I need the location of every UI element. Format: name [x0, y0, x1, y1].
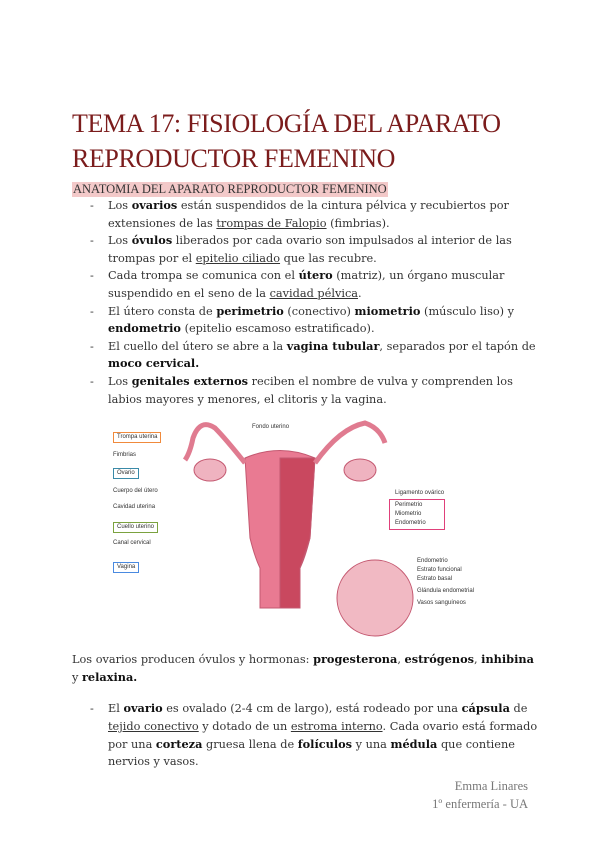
bold-text: relaxina. [81, 669, 138, 684]
figure-label: Endometrio [395, 520, 426, 527]
figure-label: Canal cervical [113, 540, 151, 547]
text: gruesa llena de [202, 737, 298, 751]
figure-label: Ovario [113, 468, 139, 479]
figure-label: Ligamento ovárico [395, 490, 445, 497]
figure-label: Estrato funcional [417, 567, 462, 574]
ovary-bullet-list [72, 700, 542, 770]
bold-text: folículos [297, 736, 353, 751]
underlined-text: tejido conectivo [108, 719, 199, 733]
figure-label: Cuello uterino [113, 522, 158, 533]
bold-text: estrógenos [404, 652, 474, 667]
bold-text: miometrio [354, 303, 421, 318]
text: Los [108, 199, 132, 212]
figure-label: Estrato basal [417, 576, 453, 583]
text: es ovalado (2-4 cm de largo), está rodeado por una [162, 702, 462, 716]
figure-label: Vagina [113, 562, 139, 573]
document-body [72, 106, 542, 771]
text: y [72, 670, 82, 684]
highlight-box [389, 499, 445, 530]
text: que las recubre. [280, 251, 377, 265]
text: (músculo liso) y [420, 304, 515, 318]
bold-text: cápsula [461, 701, 510, 716]
text: y dotado de un [198, 719, 291, 733]
figure-label: Cuerpo del útero [113, 488, 158, 495]
text: Los ovarios producen óvulos y hormonas: [72, 653, 314, 667]
uterus-illustration [185, 423, 413, 636]
text: liberados por cada ovario son impulsados al interior de las trompas por el [108, 234, 512, 265]
bold-text: útero [298, 268, 333, 283]
figure-label: Fimbrias [113, 452, 137, 459]
text: El cuello del útero se abre a la [108, 339, 287, 353]
underlined-text: epitelio ciliado [195, 251, 281, 265]
list-item [72, 373, 542, 408]
text: , [397, 653, 405, 667]
figure-label: Cavidad uterina [113, 504, 156, 511]
hormones-paragraph [72, 651, 542, 686]
figure-container [105, 418, 475, 643]
figure-label: Fondo uterino [252, 424, 290, 431]
text: (fimbrias). [326, 216, 390, 230]
bold-text: médula [390, 736, 438, 751]
figure-label: Vasos sanguíneos [417, 600, 466, 607]
bold-text: genitales externos [131, 373, 248, 388]
bold-text: inhibina [481, 652, 534, 667]
text: reciben el nombre de vulva y comprenden los labios mayores y menores, el clitoris y la vagina. [108, 374, 513, 406]
text: Cada trompa se comunica con el [108, 269, 299, 283]
section-heading: ANATOMIA DEL APARATO REPRODUCTOR FEMENINO [73, 182, 387, 196]
underlined-text: trompas de Falopio [216, 216, 327, 230]
bold-text: moco cervical. [108, 356, 200, 371]
figure-label: Glándula endometrial [417, 588, 475, 595]
underlined-text: estroma interno [290, 719, 383, 733]
bold-text: corteza [155, 736, 203, 751]
list-item [72, 338, 542, 373]
text: El útero consta de [108, 304, 217, 318]
bold-text: progesterona [313, 652, 398, 667]
list-item [72, 232, 542, 267]
text: y una [352, 737, 391, 751]
text: que contiene nervios y vasos. [108, 737, 515, 769]
list-item [72, 267, 542, 302]
bold-text: óvulos [131, 233, 173, 248]
list-item [72, 303, 542, 338]
underlined-text: cavidad pélvica [269, 286, 359, 300]
page-title: TEMA 17: FISIOLOGÍA DEL APARATO REPRODUCTOR FEMENINO [72, 109, 501, 173]
text: (conectivo) [283, 304, 355, 318]
list-item [72, 700, 542, 770]
text: . [358, 286, 362, 300]
text: , separados por el tapón de [379, 339, 536, 353]
text: Los [108, 374, 132, 388]
text: (matriz), un órgano muscular suspendido en el seno de la [108, 269, 505, 300]
list-item [72, 197, 542, 232]
bold-text: ovario [123, 701, 163, 716]
figure-label: Trompa uterina [113, 432, 161, 443]
text: están suspendidos de la cintura pélvica y recubiertos por extensiones de las [108, 199, 509, 230]
text: . Cada ovario está formado por una [108, 719, 538, 751]
author-name: Emma Linares [454, 779, 528, 793]
bold-text: ovarios [131, 198, 178, 212]
text: (epitelio escamoso estratificado). [180, 322, 375, 336]
footer [432, 777, 528, 813]
text: de [509, 702, 528, 716]
text: El [108, 702, 124, 716]
figure-label: Perimetrio [395, 502, 423, 509]
bold-text: vagina tubular [286, 338, 380, 353]
text: Los [108, 234, 132, 248]
bold-text: perimetrio [216, 303, 284, 318]
bold-text: endometrio [108, 321, 181, 336]
anatomy-bullet-list [72, 197, 542, 408]
figure-label: Miometrio [395, 511, 422, 518]
course-label: 1º enfermería - UA [432, 797, 528, 811]
text: , [473, 653, 482, 667]
figure-label: Endometrio [417, 558, 448, 565]
